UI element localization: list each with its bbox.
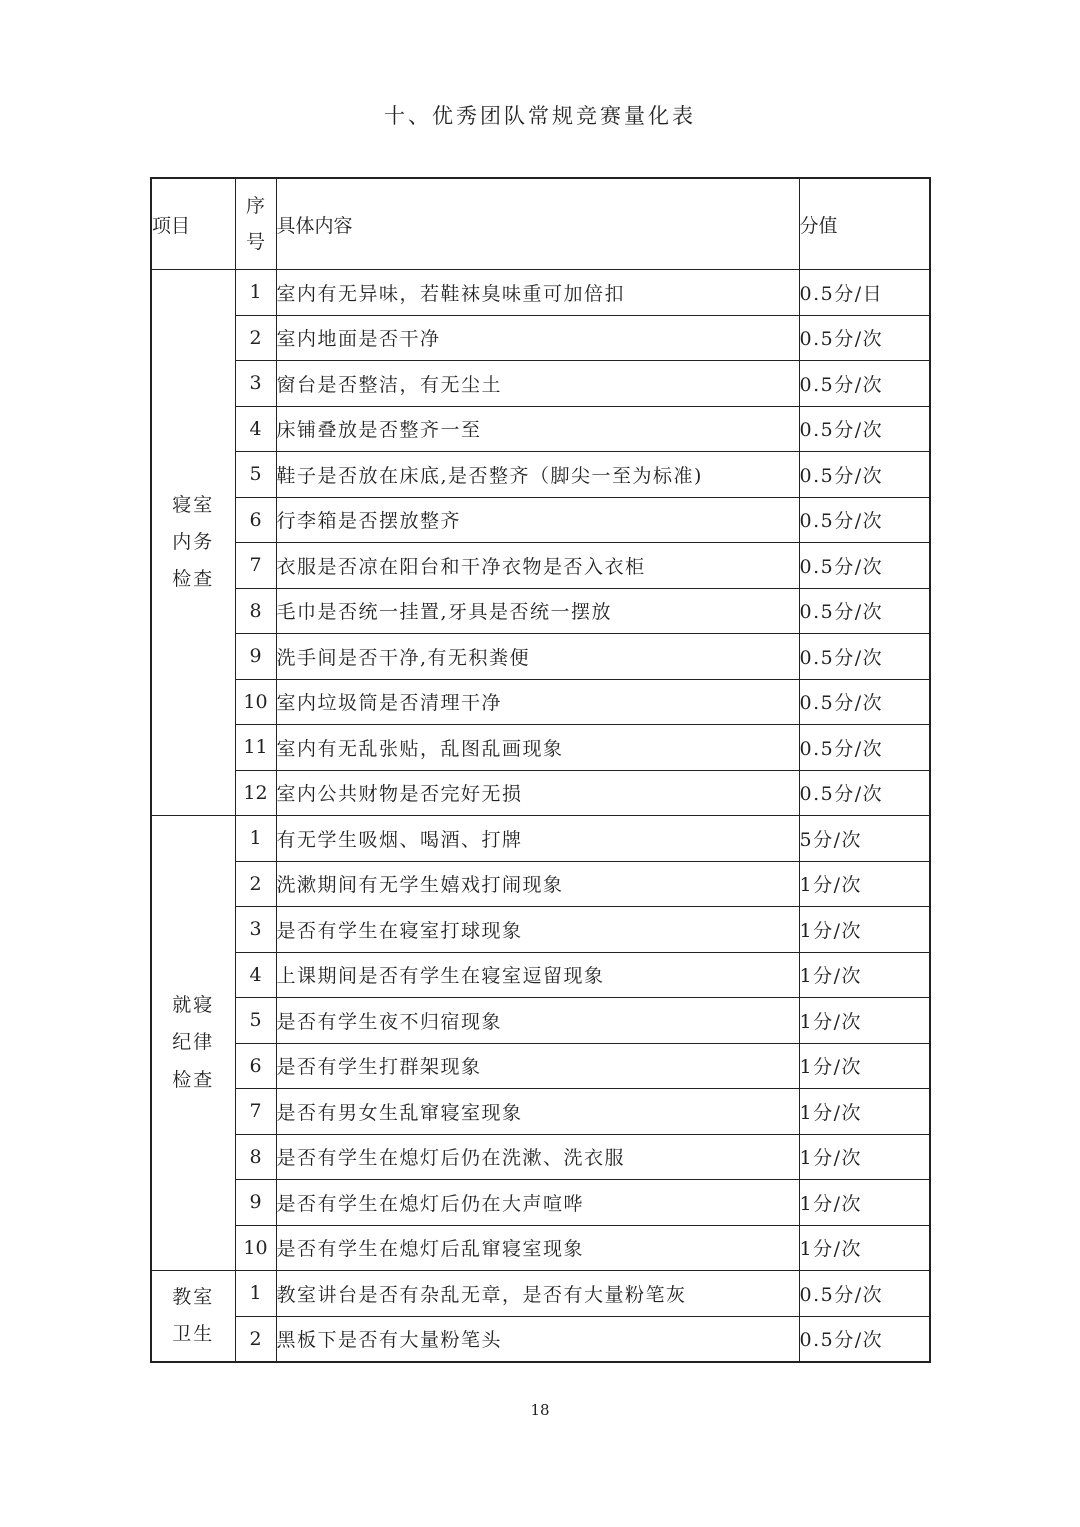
row-score: 1分/次 xyxy=(799,1225,930,1271)
row-number: 7 xyxy=(235,1089,276,1135)
table-row xyxy=(151,543,930,589)
row-number: 8 xyxy=(235,588,276,634)
table-row xyxy=(151,1271,930,1317)
row-number: 4 xyxy=(235,952,276,998)
row-score: 0.5分/次 xyxy=(799,406,930,452)
category-label-line: 就寝 xyxy=(172,994,215,1017)
table-row xyxy=(151,1089,930,1135)
header-content: 具体内容 xyxy=(276,178,799,270)
row-number: 1 xyxy=(235,1271,276,1317)
score-table xyxy=(150,177,931,1363)
row-score: 0.5分/日 xyxy=(799,270,930,316)
row-content: 窗台是否整洁，有无尘土 xyxy=(276,361,799,407)
header-number xyxy=(235,178,276,270)
row-content: 是否有学生打群架现象 xyxy=(276,1043,799,1089)
row-content: 室内地面是否干净 xyxy=(276,315,799,361)
page-title: 十、优秀团队常规竞赛量化表 xyxy=(384,104,696,128)
row-number: 6 xyxy=(235,1043,276,1089)
table-row xyxy=(151,907,930,953)
row-score: 0.5分/次 xyxy=(799,770,930,816)
row-number: 9 xyxy=(235,1180,276,1226)
row-number: 9 xyxy=(235,634,276,680)
row-number: 3 xyxy=(235,361,276,407)
table-row xyxy=(151,497,930,543)
header-item: 项目 xyxy=(151,178,235,270)
row-score: 1分/次 xyxy=(799,907,930,953)
table-row xyxy=(151,679,930,725)
category-label-line: 内务 xyxy=(172,530,215,553)
category-cell xyxy=(151,270,235,816)
header-score: 分值 xyxy=(799,178,930,270)
row-content: 是否有男女生乱窜寝室现象 xyxy=(276,1089,799,1135)
table-row xyxy=(151,1180,930,1226)
row-content: 是否有学生夜不归宿现象 xyxy=(276,998,799,1044)
row-score: 0.5分/次 xyxy=(799,1271,930,1317)
row-content: 有无学生吸烟、喝酒、打牌 xyxy=(276,816,799,862)
category-label-line: 教室 xyxy=(172,1285,215,1308)
row-number: 5 xyxy=(235,998,276,1044)
row-score: 0.5分/次 xyxy=(799,1316,930,1362)
table-row xyxy=(151,952,930,998)
row-number: 10 xyxy=(235,679,276,725)
row-number: 1 xyxy=(235,270,276,316)
row-number: 11 xyxy=(235,725,276,771)
table-row xyxy=(151,1134,930,1180)
row-content: 室内有无异味，若鞋袜臭味重可加倍扣 xyxy=(276,270,799,316)
row-content: 毛巾是否统一挂置,牙具是否统一摆放 xyxy=(276,588,799,634)
category-label-line: 检查 xyxy=(172,568,215,591)
row-content: 上课期间是否有学生在寝室逗留现象 xyxy=(276,952,799,998)
category-label-line: 纪律 xyxy=(172,1031,215,1054)
header-number-line-2: 号 xyxy=(245,231,265,253)
row-number: 10 xyxy=(235,1225,276,1271)
row-content: 室内公共财物是否完好无损 xyxy=(276,770,799,816)
table-row xyxy=(151,998,930,1044)
row-content: 床铺叠放是否整齐一至 xyxy=(276,406,799,452)
row-content: 鞋子是否放在床底,是否整齐（脚尖一至为标准) xyxy=(276,452,799,498)
row-content: 黑板下是否有大量粉笔头 xyxy=(276,1316,799,1362)
table-row xyxy=(151,588,930,634)
category-label-line: 卫生 xyxy=(172,1323,215,1345)
row-content: 室内有无乱张贴，乱图乱画现象 xyxy=(276,725,799,771)
row-score: 0.5分/次 xyxy=(799,543,930,589)
row-content: 是否有学生在寝室打球现象 xyxy=(276,907,799,953)
row-number: 8 xyxy=(235,1134,276,1180)
row-number: 4 xyxy=(235,406,276,452)
row-number: 2 xyxy=(235,1316,276,1362)
row-score: 1分/次 xyxy=(799,1134,930,1180)
table-row xyxy=(151,1225,930,1271)
table-header-row xyxy=(151,178,930,270)
row-score: 1分/次 xyxy=(799,861,930,907)
row-score: 0.5分/次 xyxy=(799,725,930,771)
row-score: 0.5分/次 xyxy=(799,452,930,498)
table-row xyxy=(151,770,930,816)
row-score: 1分/次 xyxy=(799,952,930,998)
row-score: 0.5分/次 xyxy=(799,361,930,407)
category-cell xyxy=(151,1271,235,1363)
row-number: 1 xyxy=(235,816,276,862)
row-content: 衣服是否凉在阳台和干净衣物是否入衣柜 xyxy=(276,543,799,589)
row-number: 3 xyxy=(235,907,276,953)
table-row xyxy=(151,725,930,771)
row-score: 1分/次 xyxy=(799,1180,930,1226)
row-score: 1分/次 xyxy=(799,1089,930,1135)
row-score: 0.5分/次 xyxy=(799,497,930,543)
row-number: 5 xyxy=(235,452,276,498)
table-row xyxy=(151,861,930,907)
category-label-line: 寝室 xyxy=(172,493,215,516)
row-score: 0.5分/次 xyxy=(799,588,930,634)
table-row xyxy=(151,816,930,862)
row-content: 是否有学生在熄灯后仍在洗漱、洗衣服 xyxy=(276,1134,799,1180)
page-number: 18 xyxy=(530,1401,550,1419)
row-content: 是否有学生在熄灯后仍在大声喧哗 xyxy=(276,1180,799,1226)
row-score: 1分/次 xyxy=(799,998,930,1044)
row-number: 7 xyxy=(235,543,276,589)
table-row xyxy=(151,315,930,361)
row-number: 6 xyxy=(235,497,276,543)
category-cell xyxy=(151,816,235,1271)
row-content: 室内垃圾筒是否清理干净 xyxy=(276,679,799,725)
table-row xyxy=(151,1316,930,1362)
table-row xyxy=(151,1043,930,1089)
header-number-line-1: 序 xyxy=(245,194,265,217)
row-score: 5分/次 xyxy=(799,816,930,862)
category-label-line: 检查 xyxy=(172,1068,215,1091)
row-content: 洗手间是否干净,有无积粪便 xyxy=(276,634,799,680)
row-score: 1分/次 xyxy=(799,1043,930,1089)
row-number: 2 xyxy=(235,315,276,361)
table-row xyxy=(151,270,930,316)
row-content: 洗漱期间有无学生嬉戏打闹现象 xyxy=(276,861,799,907)
row-number: 2 xyxy=(235,861,276,907)
table-row xyxy=(151,406,930,452)
table-body xyxy=(151,270,930,1363)
table-row xyxy=(151,634,930,680)
table-row xyxy=(151,361,930,407)
table-row xyxy=(151,452,930,498)
row-score: 0.5分/次 xyxy=(799,315,930,361)
row-number: 12 xyxy=(235,770,276,816)
row-content: 是否有学生在熄灯后乱窜寝室现象 xyxy=(276,1225,799,1271)
row-score: 0.5分/次 xyxy=(799,679,930,725)
row-content: 教室讲台是否有杂乱无章，是否有大量粉笔灰 xyxy=(276,1271,799,1317)
row-content: 行李箱是否摆放整齐 xyxy=(276,497,799,543)
row-score: 0.5分/次 xyxy=(799,634,930,680)
